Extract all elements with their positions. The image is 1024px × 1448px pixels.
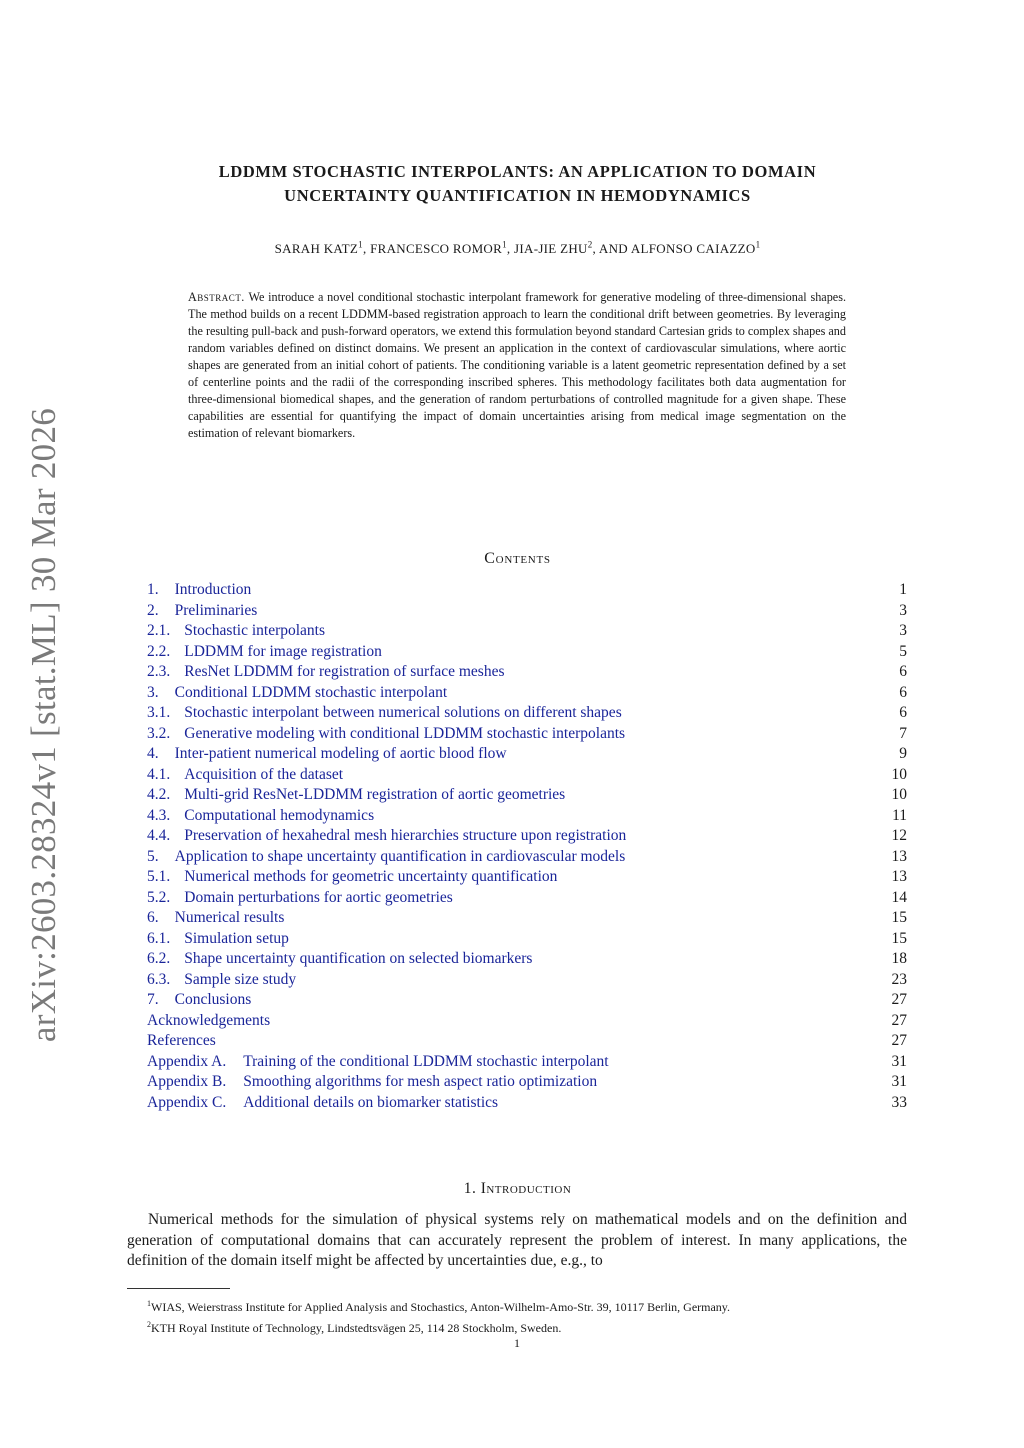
toc-entry-link[interactable] [147,806,374,827]
table-of-contents [147,580,907,1113]
toc-entry-number: 5.2. [147,888,171,906]
toc-entry[interactable] [147,662,907,683]
toc-entry-page: 27 [891,1032,907,1049]
toc-entry-number: 4.2. [147,786,171,803]
toc-entry-page: 3 [899,601,907,619]
toc-entry[interactable] [147,888,907,909]
toc-entry-title: Inter-patient numerical modeling of aortic blood flow [174,745,507,762]
paper-title [130,160,905,208]
author: JIA-JIE ZHU$^2$, AND [514,240,631,257]
toc-entry-link[interactable] [147,703,622,724]
toc-entry-number: 7. [147,991,159,1008]
toc-entry[interactable] [147,621,907,642]
toc-entry-title: Stochastic interpolants [184,622,326,639]
toc-entry-title: Application to shape uncertainty quantification in cardiovascular models [174,847,626,865]
toc-entry-page: 5 [899,642,907,660]
paper-title-line-1: LDDMM STOCHASTIC INTERPOLANTS: AN APPLICATION TO DOMAIN [218,162,817,181]
toc-entry-link[interactable] [147,1052,609,1073]
arxiv-identifier-text: arXiv:2603.28324v1 [stat.ML] 30 Mar 2026 [24,407,64,1043]
toc-entry-title: Stochastic interpolant between numerical solutions on different shapes [184,704,622,721]
toc-entry-number: 5. [147,847,159,865]
toc-entry-page: 12 [891,827,907,844]
toc-entry-title: Computational hemodynamics [184,806,375,824]
toc-entry-link[interactable] [147,929,289,950]
toc-entry-number: 6.1. [147,929,171,947]
author: ALFONSO CAIAZZO$^1$ [630,240,761,257]
toc-entry-link[interactable] [147,1072,597,1093]
toc-entry-link[interactable] [147,744,507,765]
toc-entry-page: 1 [899,581,907,598]
toc-entry-link[interactable] [147,908,284,929]
toc-entry-link[interactable] [147,601,257,622]
toc-entry-link[interactable] [147,765,343,786]
toc-entry-number: 2. [147,601,159,619]
toc-entry-title: Training of the conditional LDDMM stochastic interpolant [243,1052,609,1070]
toc-entry-number: Appendix A. [147,1052,227,1070]
toc-entry-page: 15 [891,909,907,926]
toc-entry-page: 13 [891,847,907,865]
toc-entry-number: 4. [147,745,159,762]
toc-entry-title: LDDMM for image registration [184,642,382,660]
toc-entry[interactable] [147,1052,907,1073]
toc-entry-title: References [147,1032,216,1049]
toc-entry-page: 31 [891,1052,907,1070]
toc-entry[interactable] [147,601,907,622]
toc-entry-link[interactable] [147,867,557,888]
toc-entry-number: 4.4. [147,827,171,844]
toc-entry[interactable] [147,826,907,847]
toc-entry-number: 3. [147,683,159,701]
toc-entry-title: Introduction [174,581,252,598]
abstract-text: We introduce a novel conditional stochastic interpolant framework for generative modeling of three-dimensional shapes. The method builds on a recent LDDMM-based registration approach to learn the conditional drift between geometries. By leveraging the resulting pull-back and push-forward operators, we extend this formulation beyond standard Cartesian grids to complex shapes and random variables defined on distinct domains. We present an application in the context of cardiovascular simulations, where aortic shapes are generated from an initial cohort of patients. The conditioning variable is a latent geometric representation defined by a set of centerline points and the radii of the corresponding inscribed spheres. This methodology facilitates both data augmentation for three-dimensional biomedical shapes, and the generation of random perturbations of controlled magnitude for a given shape. These capabilities are essential for quantifying the impact of domain uncertainties arising from medical image segmentation on the estimation of relevant biomarkers. [188,290,847,440]
section-number: 1. [463,1180,477,1197]
author: SARAH KATZ$^1$, [274,240,371,257]
toc-entry-page: 6 [899,683,907,701]
toc-entry-title: Acquisition of the dataset [184,765,344,783]
toc-entry[interactable] [147,1011,907,1032]
toc-entry-page: 31 [891,1073,907,1090]
introduction-paragraph: Numerical methods for the simulation of physical systems rely on mathematical models and on the definition and generation of computational domains that can accurately represent the problem of interest. In many applications, the definition of the domain itself might be affected by uncertainties due, e.g., to [127,1211,907,1269]
toc-entry-number: 6.2. [147,950,171,967]
toc-entry-title: Additional details on biomarker statistics [243,1093,499,1111]
toc-entry[interactable] [147,990,907,1011]
toc-entry[interactable] [147,908,907,929]
toc-entry[interactable] [147,1072,907,1093]
toc-entry[interactable] [147,970,907,991]
toc-entry-link[interactable] [147,580,251,601]
toc-entry-title: Acknowledgements [147,1011,271,1029]
toc-entry[interactable] [147,929,907,950]
toc-entry[interactable] [147,765,907,786]
toc-entry[interactable] [147,949,907,970]
toc-entry-link[interactable] [147,683,447,704]
toc-entry-number: Appendix C. [147,1093,227,1111]
toc-entry-title: Multi-grid ResNet-LDDMM registration of aortic geometries [184,786,566,803]
toc-entry-title: Numerical results [174,909,285,926]
toc-entry-number: 2.2. [147,642,171,660]
toc-entry-number: 2.1. [147,622,171,639]
toc-entry-link[interactable] [147,1031,216,1052]
toc-entry-page: 23 [891,970,907,988]
toc-entry-title: Shape uncertainty quantification on selected biomarkers [184,950,533,967]
toc-entry-title: ResNet LDDMM for registration of surface meshes [184,663,505,680]
toc-entry-number: 1. [147,581,159,598]
toc-entry[interactable] [147,867,907,888]
toc-entry-number: 3.2. [147,724,171,742]
toc-entry-title: Preliminaries [174,601,258,619]
toc-entry-link[interactable] [147,949,532,970]
arxiv-identifier-stamp [4,407,84,1043]
toc-entry-title: Smoothing algorithms for mesh aspect ratio optimization [243,1073,598,1090]
toc-entry-link[interactable] [147,1093,498,1114]
paper-title-line-2: UNCERTAINTY QUANTIFICATION IN HEMODYNAMICS [284,186,751,205]
toc-entry-page: 27 [891,1011,907,1029]
toc-entry-link[interactable] [147,785,565,806]
toc-entry-title: Numerical methods for geometric uncertainty quantification [184,868,558,885]
toc-entry[interactable] [147,580,907,601]
toc-entry-link[interactable] [147,888,453,909]
toc-entry-number: 6. [147,909,159,926]
toc-entry[interactable] [147,703,907,724]
toc-entry-title: Domain perturbations for aortic geometries [184,888,453,906]
toc-entry[interactable] [147,785,907,806]
toc-entry-number: Appendix B. [147,1073,227,1090]
toc-entry-title: Simulation setup [184,929,289,947]
toc-entry-link[interactable] [147,826,626,847]
toc-entry-page: 11 [892,806,907,824]
toc-entry[interactable] [147,642,907,663]
page-number: 1 [514,1336,520,1350]
toc-entry-number: 5.1. [147,868,171,885]
toc-entry-number: 4.1. [147,765,171,783]
contents-heading: Contents [484,550,551,567]
section-title: Introduction [480,1180,572,1197]
toc-entry-page: 6 [899,663,907,680]
section-heading-introduction [130,1180,905,1198]
abstract-label: Abstract. [188,290,245,304]
footnotes [127,1295,907,1337]
toc-entry-number: 6.3. [147,970,171,988]
toc-entry-number: 2.3. [147,663,171,680]
abstract [188,289,846,442]
toc-entry-page: 7 [899,724,907,742]
toc-entry[interactable] [147,1093,907,1114]
toc-entry[interactable] [147,744,907,765]
toc-entry[interactable] [147,683,907,704]
toc-entry-title: Generative modeling with conditional LDDMM stochastic interpolants [184,724,626,742]
footnote: $^1$WIAS, Weierstrass Institute for Applied Analysis and Stochastics, Anton-Wilhelm-Amo-Str. 39, 10117 Berlin, Germany. [147,1299,731,1314]
toc-entry-title: Conditional LDDMM stochastic interpolant [174,683,448,701]
toc-entry-page: 6 [899,704,907,721]
toc-entry-page: 13 [891,868,907,885]
toc-entry-link[interactable] [147,847,625,868]
toc-entry[interactable] [147,1031,907,1052]
toc-entry-title: Sample size study [184,970,297,988]
toc-entry-number: 3.1. [147,704,171,721]
toc-entry[interactable] [147,724,907,745]
footnote: $^2$KTH Royal Institute of Technology, Lindstedtsvägen 25, 114 28 Stockholm, Sweden. [147,1320,562,1335]
toc-entry-page: 14 [891,888,907,906]
toc-entry[interactable] [147,806,907,827]
author-list [130,240,905,257]
toc-entry-page: 10 [891,765,907,783]
toc-entry-title: Conclusions [174,991,252,1008]
toc-entry-link[interactable] [147,724,625,745]
toc-entry-link[interactable] [147,621,325,642]
toc-entry-page: 3 [899,622,907,639]
footnote-rule [127,1288,230,1289]
toc-entry[interactable] [147,847,907,868]
author: FRANCESCO ROMOR$^1$, [370,240,515,257]
toc-entry-number: 4.3. [147,806,171,824]
toc-entry-page: 27 [891,991,907,1008]
toc-entry-link[interactable] [147,1011,270,1032]
toc-entry-page: 18 [891,950,907,967]
toc-entry-link[interactable] [147,970,296,991]
toc-entry-page: 9 [899,745,907,762]
toc-entry-link[interactable] [147,662,505,683]
toc-entry-page: 10 [891,786,907,803]
toc-entry-link[interactable] [147,990,251,1011]
toc-entry-link[interactable] [147,642,382,663]
toc-entry-page: 15 [891,929,907,947]
toc-entry-page: 33 [891,1093,907,1111]
toc-entry-title: Preservation of hexahedral mesh hierarchies structure upon registration [184,827,627,844]
